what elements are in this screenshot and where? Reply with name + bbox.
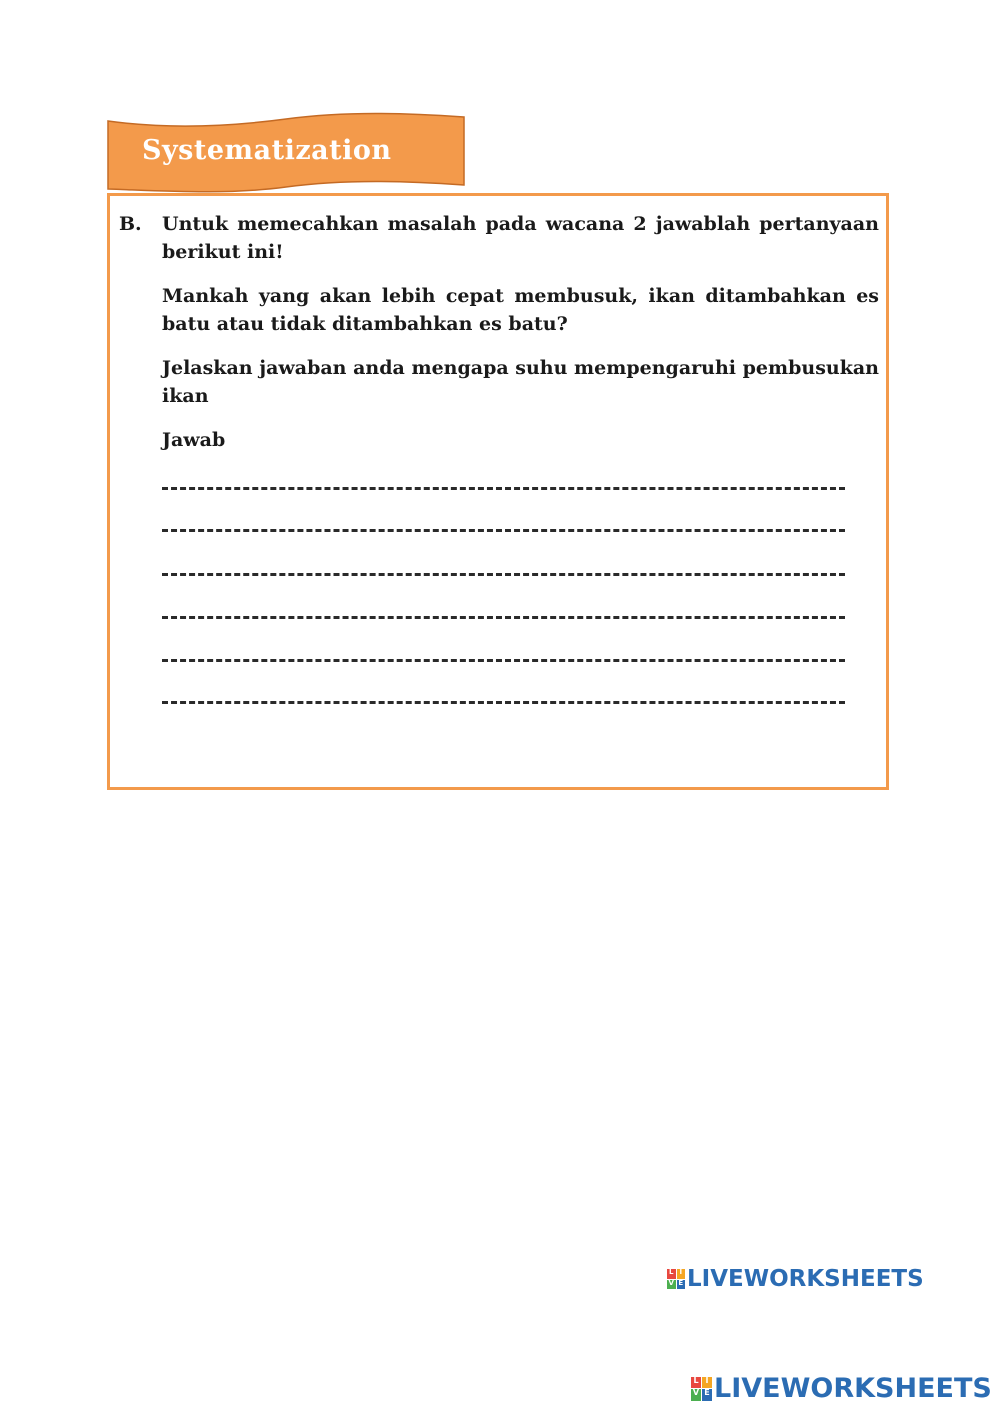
liveworksheets-text: LIVEWORKSHEETS (687, 1266, 924, 1292)
answer-line-2[interactable] (162, 529, 845, 532)
question-letter: B. (119, 213, 142, 235)
answer-line-3[interactable] (162, 573, 845, 576)
answer-line-1[interactable] (162, 487, 845, 490)
liveworksheets-text: LIVEWORKSHEETS (714, 1373, 992, 1404)
liveworksheets-logo-1 (667, 1266, 924, 1292)
question-1-text: Mankah yang akan lebih cepat membusuk, ikan ditambahkan es batu atau tidak ditambahkan es batu? (162, 285, 879, 335)
instruction-row (119, 210, 879, 266)
answer-line-6[interactable] (162, 701, 845, 704)
answer-line-5[interactable] (162, 659, 845, 662)
section-banner (106, 111, 466, 193)
liveworksheets-logo-2 (691, 1373, 992, 1404)
answer-line-4[interactable] (162, 616, 845, 619)
question-2-text: Jelaskan jawaban anda mengapa suhu mempengaruhi pembusukan ikan (162, 357, 879, 407)
instruction-text: Untuk memecahkan masalah pada wacana 2 jawablah pertanyaan berikut ini! (162, 213, 879, 263)
question-content (119, 210, 879, 454)
answer-label: Jawab (162, 429, 226, 451)
banner-title: Systematization (142, 135, 392, 166)
liveworksheets-badge-icon: L I V E (691, 1377, 712, 1401)
liveworksheets-badge-icon: L I V E (667, 1269, 685, 1289)
